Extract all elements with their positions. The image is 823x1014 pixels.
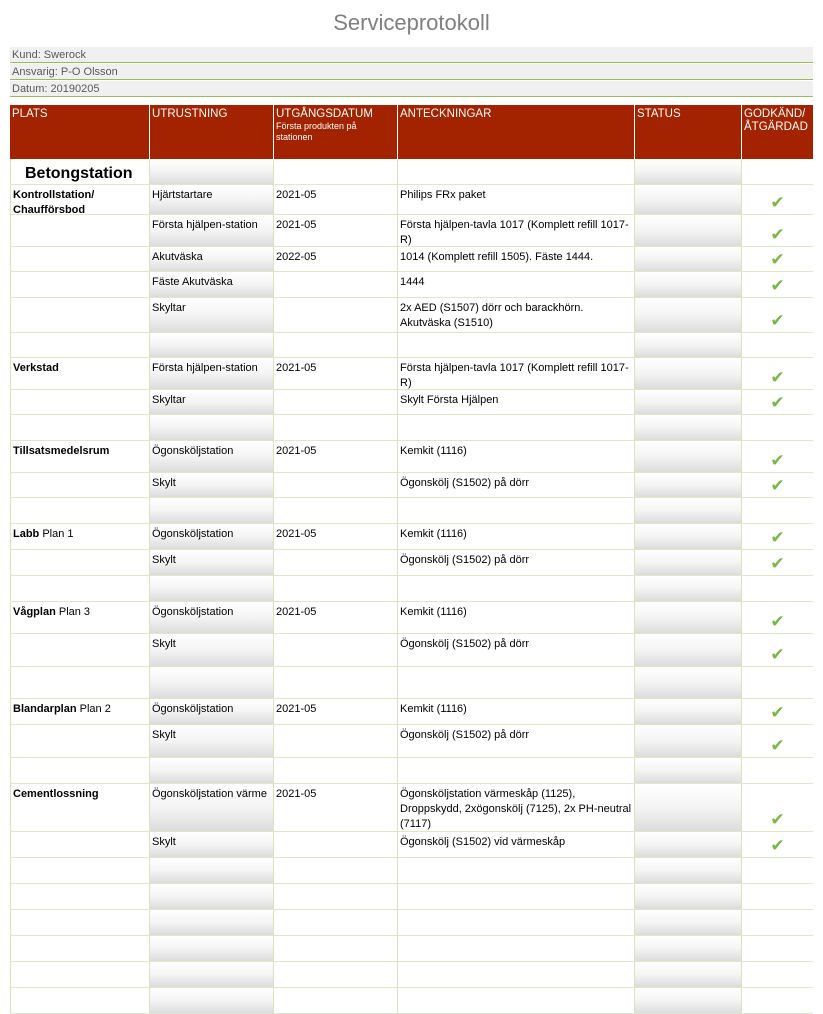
cell-plats	[10, 634, 149, 666]
cell-status	[634, 415, 741, 440]
cell-ok	[741, 725, 813, 757]
cell-datum	[273, 858, 397, 883]
cell-utr: Akutväska	[149, 247, 273, 271]
cell-ok	[741, 936, 813, 961]
cell-ant	[397, 159, 634, 184]
cell-utr: Skylt	[149, 832, 273, 857]
cell-plats	[10, 524, 149, 549]
cell-utr	[149, 667, 273, 698]
cell-plats	[10, 358, 149, 389]
cell-datum: 2021-05	[273, 784, 397, 831]
checkmark-icon: ✔	[770, 193, 785, 212]
cell-ant: Första hjälpen-tavla 1017 (Komplett refill 1017-R)	[397, 215, 634, 246]
table-row	[10, 858, 813, 884]
cell-plats	[10, 441, 149, 472]
cell-utr: Skylt	[149, 725, 273, 757]
cell-ok	[741, 272, 813, 297]
cell-ant	[397, 884, 634, 909]
header-utgangsdatum	[273, 105, 397, 159]
cell-datum	[273, 667, 397, 698]
header-godkand: GODKÄND/ ÅTGÄRDAD	[741, 105, 813, 159]
cell-ant	[397, 936, 634, 961]
cell-status	[634, 602, 741, 633]
cell-datum	[273, 550, 397, 575]
cell-utr: Skylt	[149, 550, 273, 575]
cell-utr	[149, 988, 273, 1013]
cell-utr	[149, 576, 273, 601]
table-row	[10, 298, 813, 333]
cell-utr: Ögonsköljstation	[149, 602, 273, 633]
cell-datum	[273, 725, 397, 757]
cell-datum: 2021-05	[273, 441, 397, 472]
cell-status	[634, 832, 741, 857]
cell-status	[634, 962, 741, 987]
cell-plats	[10, 784, 149, 831]
cell-datum: 2021-05	[273, 185, 397, 214]
table-row	[10, 215, 813, 247]
cell-datum	[273, 390, 397, 414]
cell-ant	[397, 576, 634, 601]
cell-status	[634, 988, 741, 1013]
plats-detail: Plan 2	[76, 703, 111, 715]
cell-plats	[10, 936, 149, 961]
cell-datum	[273, 298, 397, 332]
cell-ok	[741, 333, 813, 357]
table-row	[10, 524, 813, 550]
cell-ok	[741, 988, 813, 1013]
cell-plats	[10, 272, 149, 297]
cell-ok	[741, 699, 813, 724]
checkmark-icon: ✔	[770, 276, 785, 295]
cell-ok	[741, 858, 813, 883]
cell-ok	[741, 358, 813, 389]
cell-datum	[273, 498, 397, 523]
checkmark-icon: ✔	[770, 612, 785, 631]
checkmark-icon: ✔	[770, 368, 785, 387]
plats-name: Verkstad	[13, 362, 59, 374]
cell-status	[634, 858, 741, 883]
cell-plats	[10, 498, 149, 523]
cell-plats	[10, 699, 149, 724]
cell-datum: 2021-05	[273, 602, 397, 633]
cell-plats	[10, 550, 149, 575]
cell-utr: Hjärtstartare	[149, 185, 273, 214]
cell-utr	[149, 333, 273, 357]
cell-plats	[10, 725, 149, 757]
table-row	[10, 634, 813, 667]
checkmark-icon: ✔	[770, 703, 785, 722]
cell-datum	[273, 415, 397, 440]
cell-utr: Första hjälpen-station	[149, 358, 273, 389]
table-row	[10, 699, 813, 725]
cell-plats	[10, 333, 149, 357]
cell-utr	[149, 159, 273, 184]
cell-datum	[273, 576, 397, 601]
cell-ant: 1444	[397, 272, 634, 297]
table-row	[10, 390, 813, 415]
cell-status	[634, 247, 741, 271]
cell-utr: Ögonsköljstation	[149, 524, 273, 549]
cell-status	[634, 185, 741, 214]
cell-datum: 2021-05	[273, 215, 397, 246]
cell-ant	[397, 333, 634, 357]
cell-ok	[741, 298, 813, 332]
cell-utr	[149, 936, 273, 961]
cell-status	[634, 298, 741, 332]
cell-ok	[741, 441, 813, 472]
cell-datum	[273, 634, 397, 666]
cell-status	[634, 498, 741, 523]
cell-plats	[10, 390, 149, 414]
cell-plats	[10, 910, 149, 935]
cell-status	[634, 784, 741, 831]
cell-ant: Ögonskölj (S1502) på dörr	[397, 473, 634, 497]
cell-ant: Ögonskölj (S1502) på dörr	[397, 550, 634, 575]
table-row	[10, 358, 813, 390]
cell-status	[634, 667, 741, 698]
header-utgangsdatum-sub: Första produkten på stationen	[276, 121, 357, 142]
cell-status	[634, 215, 741, 246]
cell-plats	[10, 758, 149, 783]
cell-plats	[10, 858, 149, 883]
checkmark-icon: ✔	[770, 836, 785, 855]
cell-plats	[10, 473, 149, 497]
plats-name: Blandarplan	[13, 703, 77, 715]
cell-utr: Skylt	[149, 473, 273, 497]
checkmark-icon: ✔	[770, 393, 785, 412]
cell-ant: Ögonskölj (S1502) på dörr	[397, 634, 634, 666]
cell-ok	[741, 524, 813, 549]
table-row	[10, 962, 813, 988]
cell-ok	[741, 473, 813, 497]
cell-ant: Ögonsköljstation värmeskåp (1125), Droppskydd, 2xögonskölj (7125), 2x PH-neutral (7117)	[397, 784, 634, 831]
cell-ant	[397, 498, 634, 523]
date-field: Datum: 20190205	[10, 81, 813, 97]
cell-status	[634, 884, 741, 909]
plats-name: Tillsatsmedelsrum	[13, 445, 110, 457]
cell-datum	[273, 473, 397, 497]
plats-name: Labb	[13, 528, 40, 540]
cell-ok	[741, 415, 813, 440]
checkmark-icon: ✔	[770, 810, 785, 829]
customer-field: Kund: Swerock	[10, 47, 813, 63]
cell-datum: 2022-05	[273, 247, 397, 271]
plats-detail: Plan 3	[55, 606, 91, 618]
cell-status	[634, 725, 741, 757]
cell-ok	[741, 159, 813, 184]
cell-status	[634, 358, 741, 389]
header-status: STATUS	[634, 105, 741, 159]
header-utrustning: UTRUSTNING	[149, 105, 273, 159]
cell-plats	[10, 988, 149, 1013]
cell-plats	[10, 602, 149, 633]
cell-ant: Ögonskölj (S1502) vid värmeskåp	[397, 832, 634, 857]
plats-name: Kontrollstation/ Chaufförsbod	[13, 189, 95, 216]
header-anteckningar: ANTECKNINGAR	[397, 105, 634, 159]
cell-utr: Ögonsköljstation	[149, 699, 273, 724]
cell-plats	[10, 185, 149, 214]
table-row	[10, 333, 813, 358]
page-title: Serviceprotokoll	[333, 10, 490, 35]
cell-ant	[397, 910, 634, 935]
table-row	[10, 758, 813, 784]
cell-ok	[741, 634, 813, 666]
cell-status	[634, 390, 741, 414]
cell-ant	[397, 667, 634, 698]
cell-status	[634, 159, 741, 184]
cell-status	[634, 473, 741, 497]
cell-ok	[741, 602, 813, 633]
cell-ok	[741, 758, 813, 783]
cell-datum: 2021-05	[273, 358, 397, 389]
cell-datum	[273, 884, 397, 909]
checkmark-icon: ✔	[770, 736, 785, 755]
cell-ant	[397, 988, 634, 1013]
cell-ok	[741, 784, 813, 831]
cell-utr	[149, 910, 273, 935]
checkmark-icon: ✔	[770, 451, 785, 470]
cell-ok	[741, 667, 813, 698]
cell-datum	[273, 832, 397, 857]
checkmark-icon: ✔	[770, 645, 785, 664]
plats-name: Cementlossning	[13, 788, 99, 800]
info-block	[10, 47, 813, 98]
cell-utr: Första hjälpen-station	[149, 215, 273, 246]
table-row	[10, 473, 813, 498]
cell-ant: Kemkit (1116)	[397, 441, 634, 472]
cell-utr	[149, 415, 273, 440]
table-body	[10, 159, 813, 1014]
cell-ant: Philips FRx paket	[397, 185, 634, 214]
cell-utr	[149, 498, 273, 523]
cell-status	[634, 634, 741, 666]
cell-ant: Första hjälpen-tavla 1017 (Komplett refill 1017-R)	[397, 358, 634, 389]
cell-status	[634, 699, 741, 724]
table-row	[10, 159, 813, 185]
cell-ant: Kemkit (1116)	[397, 524, 634, 549]
table-row	[10, 415, 813, 441]
table-row	[10, 725, 813, 758]
plats-detail: Plan 1	[39, 528, 74, 540]
cell-utr: Skyltar	[149, 390, 273, 414]
cell-utr	[149, 884, 273, 909]
cell-ant	[397, 415, 634, 440]
plats-name: Vågplan	[13, 606, 56, 618]
header-utgangsdatum-label: UTGÅNGSDATUM	[276, 108, 373, 120]
cell-utr: Ögonsköljstation värme	[149, 784, 273, 831]
table-row	[10, 247, 813, 272]
cell-utr: Ögonsköljstation	[149, 441, 273, 472]
cell-datum	[273, 988, 397, 1013]
cell-ok	[741, 576, 813, 601]
cell-status	[634, 333, 741, 357]
cell-utr: Fäste Akutväska	[149, 272, 273, 297]
cell-ok	[741, 247, 813, 271]
table-row	[10, 441, 813, 473]
cell-datum: 2021-05	[273, 699, 397, 724]
cell-ant: Skylt Första Hjälpen	[397, 390, 634, 414]
cell-ok	[741, 832, 813, 857]
table-row	[10, 936, 813, 962]
cell-plats	[10, 159, 149, 184]
cell-plats	[10, 667, 149, 698]
cell-ok	[741, 185, 813, 214]
cell-status	[634, 524, 741, 549]
cell-ok	[741, 962, 813, 987]
table-row	[10, 784, 813, 832]
cell-status	[634, 272, 741, 297]
cell-datum	[273, 910, 397, 935]
cell-plats	[10, 247, 149, 271]
cell-plats	[10, 884, 149, 909]
table-row	[10, 884, 813, 910]
cell-datum	[273, 758, 397, 783]
cell-utr: Skyltar	[149, 298, 273, 332]
checkmark-icon: ✔	[770, 250, 785, 269]
cell-utr	[149, 962, 273, 987]
section-title: Betongstation	[25, 165, 133, 182]
cell-plats	[10, 298, 149, 332]
cell-utr	[149, 858, 273, 883]
table-row	[10, 910, 813, 936]
checkmark-icon: ✔	[770, 311, 785, 330]
cell-datum	[273, 159, 397, 184]
cell-datum: 2021-05	[273, 524, 397, 549]
cell-plats	[10, 415, 149, 440]
checkmark-icon: ✔	[770, 554, 785, 573]
table-row	[10, 576, 813, 602]
cell-plats	[10, 832, 149, 857]
cell-ok	[741, 884, 813, 909]
table-row	[10, 185, 813, 215]
cell-status	[634, 758, 741, 783]
cell-datum	[273, 936, 397, 961]
cell-ok	[741, 498, 813, 523]
table-row	[10, 667, 813, 699]
checkmark-icon: ✔	[770, 476, 785, 495]
table-row	[10, 498, 813, 524]
cell-ant	[397, 758, 634, 783]
table-row	[10, 988, 813, 1014]
cell-datum	[273, 272, 397, 297]
cell-ant: Kemkit (1116)	[397, 699, 634, 724]
table-row	[10, 550, 813, 576]
responsible-field: Ansvarig: P-O Olsson	[10, 64, 813, 80]
cell-ok	[741, 215, 813, 246]
cell-status	[634, 910, 741, 935]
checkmark-icon: ✔	[770, 225, 785, 244]
cell-utr: Skylt	[149, 634, 273, 666]
cell-datum	[273, 962, 397, 987]
cell-ok	[741, 550, 813, 575]
cell-ant: Ögonskölj (S1502) på dörr	[397, 725, 634, 757]
cell-plats	[10, 215, 149, 246]
cell-ok	[741, 910, 813, 935]
cell-ant: 1014 (Komplett refill 1505). Fäste 1444.	[397, 247, 634, 271]
cell-utr	[149, 758, 273, 783]
cell-plats	[10, 576, 149, 601]
cell-ant	[397, 858, 634, 883]
checkmark-icon: ✔	[770, 528, 785, 547]
cell-datum	[273, 333, 397, 357]
cell-ok	[741, 390, 813, 414]
table-header	[10, 105, 813, 159]
table-row	[10, 832, 813, 858]
cell-ant	[397, 962, 634, 987]
header-plats: PLATS	[12, 108, 48, 120]
cell-status	[634, 550, 741, 575]
cell-status	[634, 936, 741, 961]
table-row	[10, 272, 813, 298]
cell-status	[634, 576, 741, 601]
cell-ant: 2x AED (S1507) dörr och barackhörn. Akutväska (S1510)	[397, 298, 634, 332]
cell-plats	[10, 962, 149, 987]
table-row	[10, 602, 813, 634]
cell-ant: Kemkit (1116)	[397, 602, 634, 633]
cell-status	[634, 441, 741, 472]
